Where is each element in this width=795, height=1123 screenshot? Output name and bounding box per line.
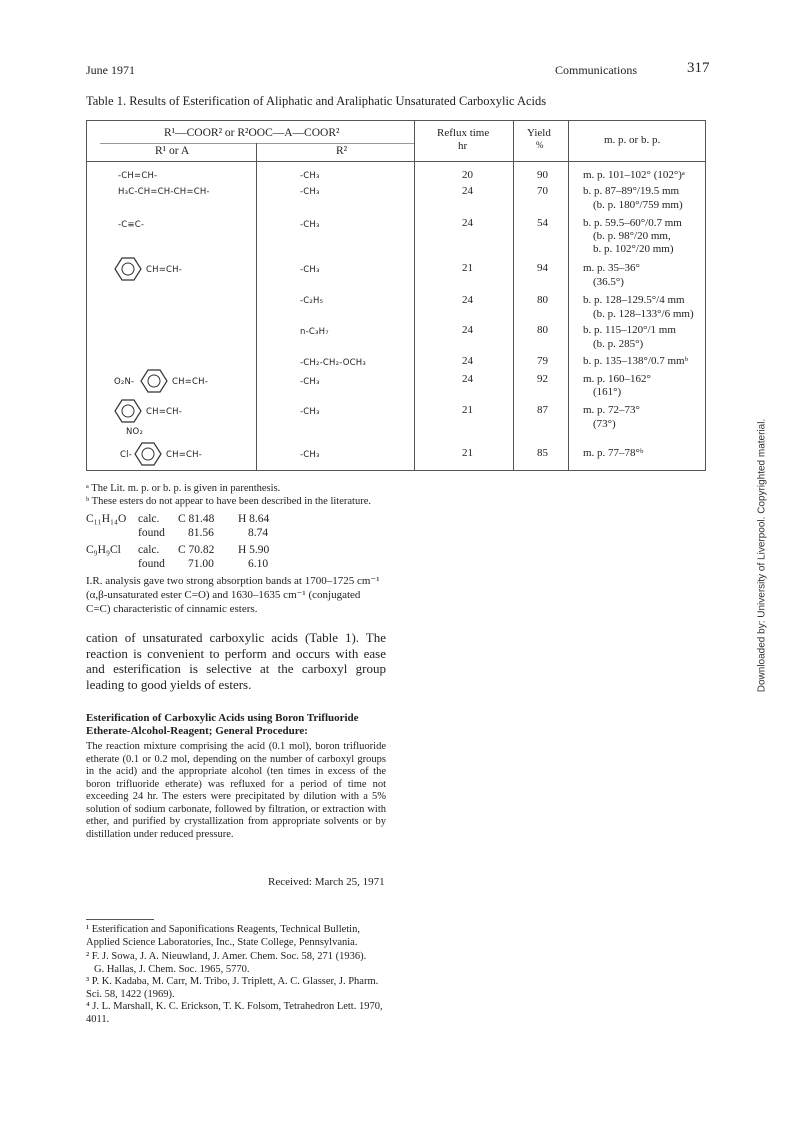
reference-item: ³ P. K. Kadaba, M. Carr, M. Tribo, J. Triplett, A. C. Glasser, J. Pharm. Sci. 58, 1422 (1969). bbox=[86, 976, 379, 1000]
row2-r2: -CH₃ bbox=[300, 187, 320, 197]
table-top-rule bbox=[86, 120, 706, 121]
col-header-r2: R² bbox=[336, 145, 348, 157]
watermark-text: Downloaded by: University of Liverpool. Copyrighted material. bbox=[756, 418, 768, 693]
row7-mp-line1: b. p. 135–138°/0.7 mmᵇ bbox=[583, 355, 688, 367]
benzene-ring-icon bbox=[114, 256, 144, 282]
col-header-time: Reflux time bbox=[437, 127, 490, 139]
row2-mp-line1: b. p. 87–89°/19.5 mm bbox=[583, 185, 680, 197]
row4-r2: -CH₃ bbox=[300, 265, 320, 275]
row3-mp-line3: b. p. 102°/20 mm) bbox=[593, 243, 674, 255]
watermark-container bbox=[752, 400, 772, 720]
analysis-hydrogen: H 8.64 bbox=[238, 513, 270, 525]
received-date: Received: March 25, 1971 bbox=[268, 876, 385, 888]
table-title: Table 1. Results of Esterification of Aliphatic and Araliphatic Unsaturated Carboxylic Acids bbox=[86, 94, 547, 108]
analysis-row bbox=[86, 543, 386, 557]
col-divider-2 bbox=[414, 120, 415, 471]
analysis-formula bbox=[86, 557, 138, 571]
row9-r1: CH=CH- bbox=[146, 407, 183, 417]
row8-time: 24 bbox=[462, 373, 473, 385]
row5-mp-line1: b. p. 128–129.5°/4 mm bbox=[583, 294, 685, 306]
analysis-kind: found bbox=[138, 558, 165, 570]
table-bottom-rule bbox=[86, 470, 706, 471]
procedure-text: The reaction mixture comprising the acid (0.1 mol), boron trifluoride etherate (0.1 or 0.2 mol, depending on the number of carboxyl groups in the acid) and the appropriate alcohol (ten times in excess of the boron trifluoride etherate) was refluxed for a period of time not exceeding 24 hr. The esters were precipitated by dilution with a 5% solution of sodium carbonate, followed by filtration, or extraction with ether, and purified by crystallization from appropriate solvents or by distillation under reduced pressure. bbox=[86, 741, 386, 840]
analysis-hydrogen: 8.74 bbox=[248, 527, 269, 539]
analysis-kind: calc. bbox=[138, 544, 160, 556]
row8-mp-line2: (161°) bbox=[593, 386, 622, 398]
row1-time: 20 bbox=[462, 169, 473, 181]
analysis-hydrogen: H 5.90 bbox=[238, 544, 270, 556]
row9-r2: -CH₃ bbox=[300, 407, 320, 417]
col-divider-3 bbox=[513, 120, 514, 471]
reference-item: ² F. J. Sowa, J. A. Nieuwland, J. Amer. Chem. Soc. 58, 271 (1936). bbox=[86, 951, 367, 962]
row4-mp-line1: m. p. 35–36° bbox=[583, 262, 640, 274]
row10-mp-line1: m. p. 77–78°ᵇ bbox=[583, 447, 644, 459]
row8-r1: CH=CH- bbox=[172, 377, 209, 387]
row2-yield: 70 bbox=[537, 185, 548, 197]
row3-r2: -CH₃ bbox=[300, 220, 320, 230]
analysis-formula: C₉H₉Cl bbox=[86, 544, 121, 556]
row6-mp-line1: b. p. 115–120°/1 mm bbox=[583, 324, 676, 336]
row1-r2: -CH₃ bbox=[300, 171, 320, 181]
col-header-time-unit: hr bbox=[458, 140, 468, 152]
analysis-row bbox=[86, 526, 386, 540]
row8-mp-line1: m. p. 160–162° bbox=[583, 373, 651, 385]
row6-yield: 80 bbox=[537, 324, 548, 336]
row2-r1: H₃C-CH=CH-CH=CH- bbox=[118, 187, 210, 197]
table-formula-header: R¹—COOR² or R²OOC—A—COOR² bbox=[164, 127, 340, 139]
row4-time: 21 bbox=[462, 262, 473, 274]
row3-r1: -C≡C- bbox=[118, 220, 145, 230]
ir-analysis-text: I.R. analysis gave two strong absorption bands at 1700–1725 cm⁻¹ (α,β-unsaturated ester C=O) and 1630–1635 cm⁻¹ (conjugated C=C) characteristic of cinnamic esters. bbox=[86, 575, 380, 615]
row10-r2: -CH₃ bbox=[300, 450, 320, 460]
row6-mp-line2: (b. p. 285°) bbox=[593, 338, 644, 350]
table-subhead-rule bbox=[100, 143, 414, 144]
col-divider-1 bbox=[256, 143, 257, 471]
row6-time: 24 bbox=[462, 324, 473, 336]
analysis-carbon: C 70.82 bbox=[178, 544, 215, 556]
analysis-carbon: C 81.48 bbox=[178, 513, 215, 525]
references-list bbox=[86, 924, 386, 1026]
analysis-kind: calc. bbox=[138, 513, 160, 525]
benzene-ring-icon bbox=[140, 368, 170, 394]
body-paragraph: cation of unsaturated carboxylic acids (Table 1). The reaction is convenient to perform and occurs with ease and esterification is selective at the carboxyl group leading to good yields of esters. bbox=[86, 630, 386, 692]
analysis-hydrogen: 6.10 bbox=[248, 558, 269, 570]
analysis-formula: C₁₁H₁₄O bbox=[86, 513, 127, 525]
header-date: June 1971 bbox=[86, 63, 135, 77]
row8-r2: -CH₃ bbox=[300, 377, 320, 387]
benzene-ring-icon bbox=[134, 441, 164, 467]
row2-mp-line2: (b. p. 180°/759 mm) bbox=[593, 199, 683, 211]
table-head-rule bbox=[86, 161, 706, 162]
row3-time: 24 bbox=[462, 217, 473, 229]
col-divider-4 bbox=[568, 120, 569, 471]
analysis-row bbox=[86, 512, 386, 526]
table-left-rule bbox=[86, 120, 87, 471]
row7-yield: 79 bbox=[537, 355, 548, 367]
row2-time: 24 bbox=[462, 185, 473, 197]
analysis-formula bbox=[86, 526, 138, 540]
reference-item: ¹ Esterification and Saponifications Reagents, Technical Bulletin, Applied Science Laboratories, Inc., State College, Pennsylvania. bbox=[86, 924, 360, 948]
reference-item: ⁴ J. L. Marshall, K. C. Erickson, T. K. Folsom, Tetrahedron Lett. 1970, 4011. bbox=[86, 1001, 383, 1025]
col-header-yield-unit: % bbox=[536, 140, 544, 150]
row7-r2: -CH₂-CH₂-OCH₃ bbox=[300, 358, 366, 368]
row10-r1-prefix: Cl- bbox=[120, 450, 132, 460]
row1-r1: -CH=CH- bbox=[118, 171, 158, 181]
header-journal: Communications bbox=[555, 63, 637, 77]
footnote-a: ᵃ The Lit. m. p. or b. p. is given in parenthesis. bbox=[86, 483, 281, 494]
row5-mp-line2: (b. p. 128–133°/6 mm) bbox=[593, 308, 694, 320]
footnote-b: ᵇ These esters do not appear to have been described in the literature. bbox=[86, 496, 371, 507]
analysis-carbon: 81.56 bbox=[188, 527, 214, 539]
procedure-heading: Esterification of Carboxylic Acids using Boron Trifluoride Etherate-Alcohol-Reagent; General Procedure: bbox=[86, 712, 359, 737]
row9-time: 21 bbox=[462, 404, 473, 416]
page-number: 317 bbox=[687, 60, 710, 76]
row10-yield: 85 bbox=[537, 447, 548, 459]
row5-yield: 80 bbox=[537, 294, 548, 306]
references-rule bbox=[86, 919, 154, 920]
row7-time: 24 bbox=[462, 355, 473, 367]
benzene-ring-icon bbox=[114, 398, 144, 424]
col-header-mp: m. p. or b. p. bbox=[604, 134, 661, 146]
col-header-yield: Yield bbox=[527, 127, 551, 139]
row4-mp-line2: (36.5°) bbox=[593, 276, 624, 288]
row4-r1: CH=CH- bbox=[146, 265, 183, 275]
row8-r1-prefix: O₂N- bbox=[114, 377, 135, 387]
row10-time: 21 bbox=[462, 447, 473, 459]
row9-yield: 87 bbox=[537, 404, 548, 416]
reference-item: G. Hallas, J. Chem. Soc. 1965, 5770. bbox=[94, 963, 250, 975]
row3-yield: 54 bbox=[537, 217, 548, 229]
row4-yield: 94 bbox=[537, 262, 548, 274]
analysis-row bbox=[86, 557, 386, 571]
row5-r2: -C₂H₅ bbox=[300, 296, 324, 306]
row9-mp-line2: (73°) bbox=[593, 418, 616, 430]
analysis-carbon: 71.00 bbox=[188, 558, 214, 570]
row5-time: 24 bbox=[462, 294, 473, 306]
row1-mp: m. p. 101–102° (102°)ᵃ bbox=[583, 169, 685, 181]
row6-r2: n-C₃H₇ bbox=[300, 327, 329, 337]
col-header-r1: R¹ or A bbox=[155, 145, 190, 157]
row3-mp-line1: b. p. 59.5–60°/0.7 mm bbox=[583, 217, 682, 229]
row10-r1: CH=CH- bbox=[166, 450, 203, 460]
row9-mp-line1: m. p. 72–73° bbox=[583, 404, 640, 416]
analysis-kind: found bbox=[138, 527, 165, 539]
analysis-block bbox=[86, 512, 386, 571]
table-right-rule bbox=[705, 120, 706, 471]
row9-r1-nitro: NO₂ bbox=[126, 427, 144, 437]
row8-yield: 92 bbox=[537, 373, 548, 385]
row3-mp-line2: (b. p. 98°/20 mm, bbox=[593, 230, 671, 242]
row1-yield: 90 bbox=[537, 169, 548, 181]
